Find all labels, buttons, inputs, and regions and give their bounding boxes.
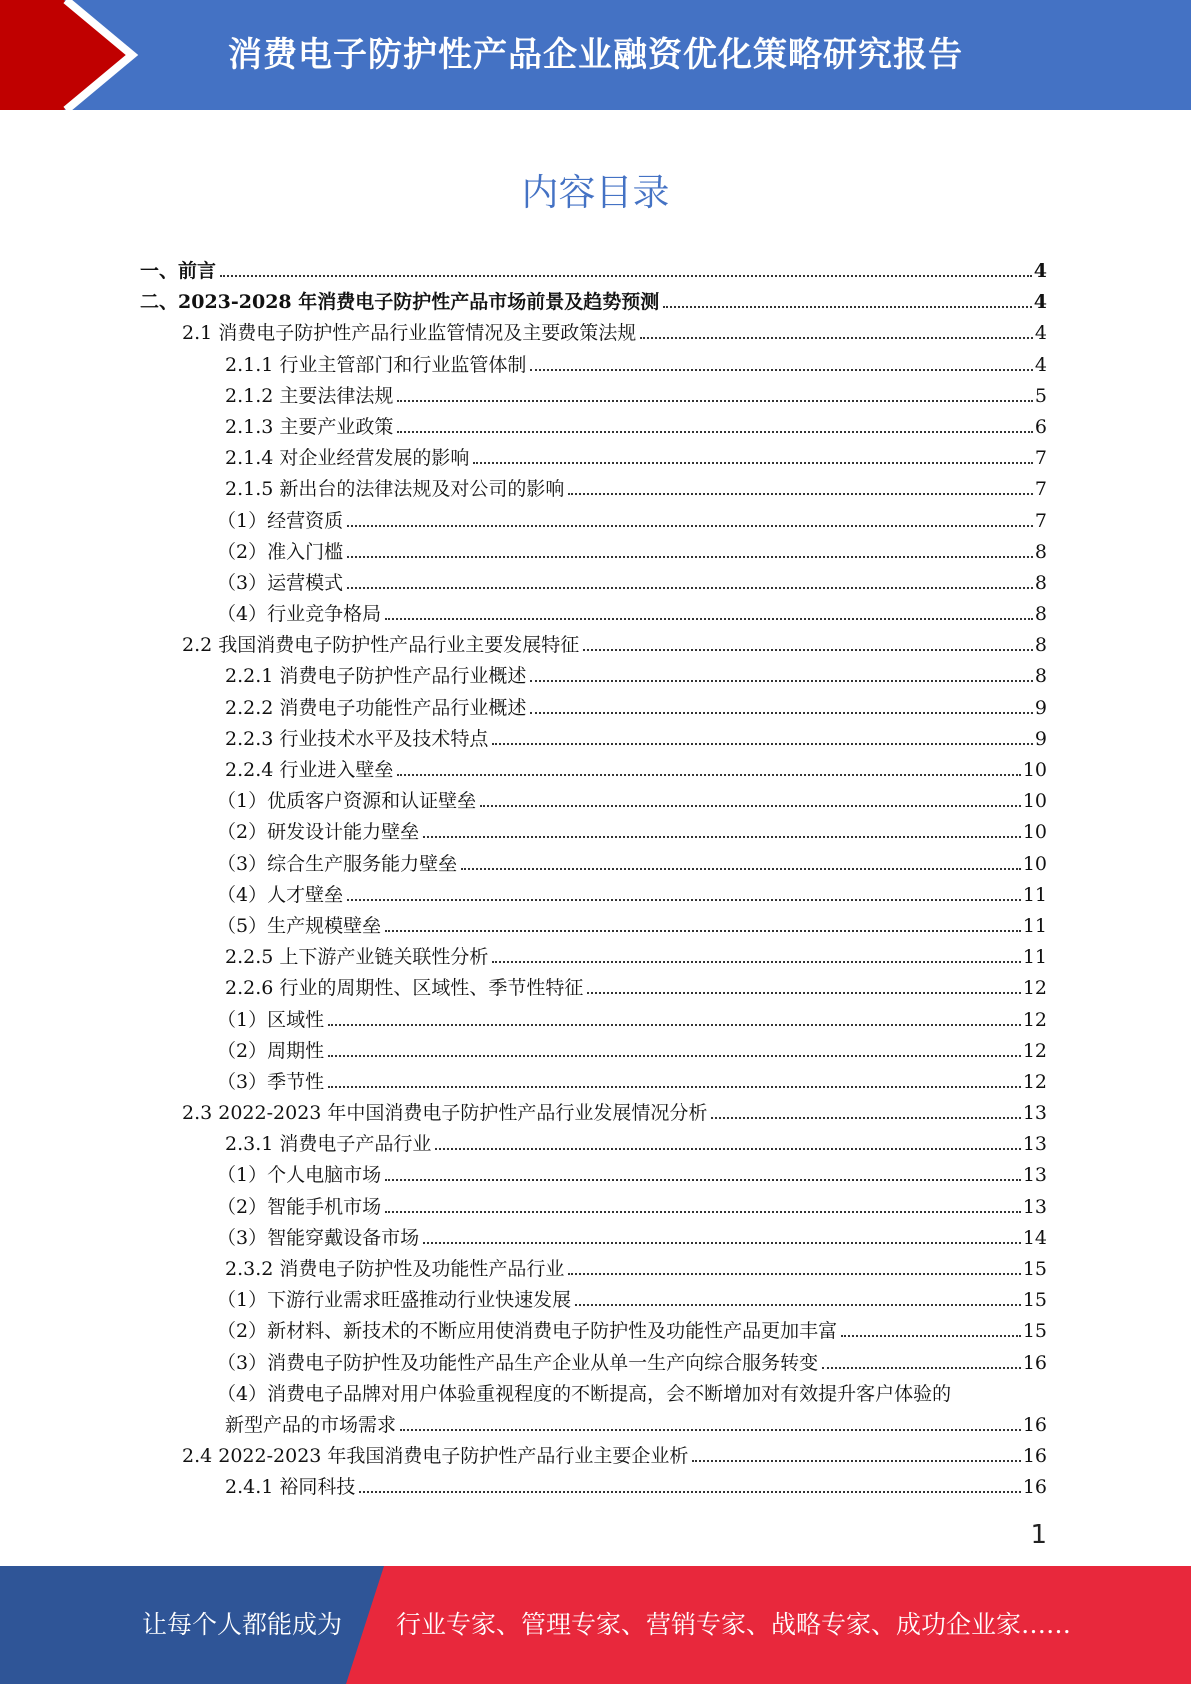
toc-page-number: 15 [1022, 1289, 1047, 1312]
toc-entry[interactable] [140, 942, 1047, 973]
toc-entry[interactable] [140, 443, 1047, 474]
toc-entry-label: （2）研发设计能力壁垒 [217, 821, 420, 844]
toc-entry-label: （1）个人电脑市场 [217, 1164, 382, 1187]
toc-leader-dots [347, 586, 1033, 589]
toc-page-number: 15 [1022, 1320, 1047, 1343]
toc-leader-dots [220, 274, 1032, 277]
toc-page-number: 13 [1022, 1195, 1047, 1218]
toc-entry-label: 2.2.1 消费电子防护性产品行业概述 [225, 665, 527, 688]
toc-entry-label: 2.1 消费电子防护性产品行业监管情况及主要政策法规 [182, 322, 637, 345]
toc-entry[interactable] [140, 973, 1047, 1004]
toc-entry-label: 2.2.3 行业技术水平及技术特点 [225, 727, 489, 750]
report-title: 消费电子防护性产品企业融资优化策略研究报告 [228, 35, 963, 75]
toc-leader-dots [359, 1490, 1020, 1493]
toc-page-number: 6 [1034, 415, 1047, 438]
toc-page-number: 9 [1034, 727, 1047, 750]
toc-page-number: 10 [1022, 852, 1047, 875]
toc-page-number: 12 [1022, 1039, 1047, 1062]
toc-leader-dots [397, 773, 1020, 776]
toc-entry[interactable] [140, 506, 1047, 537]
toc-leader-dots [397, 430, 1033, 433]
toc-leader-dots [568, 492, 1033, 495]
toc-leader-dots [663, 305, 1032, 308]
toc-entry-label: 一、前言 [140, 260, 217, 282]
toc-entry-label: （3）智能穿戴设备市场 [217, 1226, 420, 1249]
footer-slogan-right: 行业专家、管理专家、营销专家、战略专家、成功企业家…… [396, 1610, 1072, 1639]
toc-entry-label: （4）人才壁垒 [217, 883, 344, 906]
toc-entry[interactable] [140, 474, 1047, 505]
toc-leader-dots [423, 1241, 1021, 1244]
toc-leader-dots [347, 524, 1033, 527]
toc-leader-dots [568, 1272, 1020, 1275]
toc-page-number: 16 [1022, 1351, 1047, 1374]
toc-entry[interactable] [140, 630, 1047, 661]
toc-page-number: 8 [1034, 665, 1047, 688]
toc-leader-dots [385, 617, 1033, 620]
toc-entry[interactable] [140, 849, 1047, 880]
toc-entry[interactable] [140, 599, 1047, 630]
toc-entry[interactable] [140, 1036, 1047, 1067]
toc-page-number: 7 [1034, 478, 1047, 501]
toc-entry-label: 2.4 2022-2023 年我国消费电子防护性产品行业主要企业析 [182, 1445, 689, 1468]
toc-entry-label: 2.2.6 行业的周期性、区域性、季节性特征 [225, 977, 584, 1000]
toc-leader-dots [530, 711, 1033, 714]
toc-page-number: 5 [1034, 384, 1047, 407]
toc-page-number: 8 [1034, 603, 1047, 626]
toc-entry-label: （3）综合生产服务能力壁垒 [217, 852, 458, 875]
toc-entry-label: 2.1.4 对企业经营发展的影响 [225, 447, 470, 470]
toc-page-number: 11 [1022, 914, 1047, 937]
toc-entry[interactable] [140, 381, 1047, 412]
toc-page-number: 14 [1022, 1226, 1047, 1249]
toc-entry[interactable] [140, 693, 1047, 724]
toc-page-number: 4 [1033, 260, 1047, 282]
toc-leader-dots [347, 898, 1021, 901]
toc-leader-dots [480, 804, 1021, 807]
toc-entry[interactable] [140, 1129, 1047, 1160]
toc-entry[interactable] [140, 350, 1047, 381]
toc-entry-label: （2）准入门槛 [217, 540, 344, 563]
toc-leader-dots [692, 1459, 1020, 1462]
toc-entry[interactable] [140, 287, 1047, 318]
toc-entry[interactable] [140, 1223, 1047, 1254]
toc-entry[interactable] [140, 817, 1047, 848]
toc-leader-dots [328, 1085, 1021, 1088]
toc-entry-label: 2.3.2 消费电子防护性及功能性产品行业 [225, 1258, 565, 1280]
toc-entry-label: 2.1.3 主要产业政策 [225, 415, 394, 438]
toc-entry[interactable] [140, 318, 1047, 349]
toc-leader-dots [385, 1178, 1021, 1181]
toc-entry-label: （2）新材料、新技术的不断应用使消费电子防护性及功能性产品更加丰富 [217, 1320, 838, 1343]
toc-entry[interactable] [140, 256, 1047, 287]
toc-entry-label: （1）优质客户资源和认证壁垒 [217, 790, 477, 813]
toc-leader-dots [328, 1054, 1021, 1057]
toc-leader-dots [397, 399, 1033, 402]
toc-entry-label: 2.2.5 上下游产业链关联性分析 [225, 946, 489, 969]
toc-page-number: 10 [1022, 821, 1047, 844]
page-number: 1 [1030, 1520, 1047, 1550]
toc-entry-label: （4）行业竞争格局 [217, 603, 382, 626]
toc-entry-label: （5）生产规模壁垒 [217, 914, 382, 937]
toc-leader-dots [587, 991, 1020, 994]
toc-page-number: 8 [1034, 571, 1047, 594]
toc-entry[interactable] [140, 1098, 1047, 1129]
toc-page-number: 4 [1034, 353, 1047, 376]
toc-leader-dots [347, 555, 1033, 558]
toc-page-number: 16 [1022, 1476, 1047, 1499]
toc-page-number: 16 [1022, 1445, 1047, 1468]
toc-page-number: 8 [1034, 540, 1047, 563]
toc-entry-label: 2.2.2 消费电子功能性产品行业概述 [225, 696, 527, 719]
toc-leader-dots [640, 336, 1033, 339]
toc-entry[interactable] [140, 880, 1047, 911]
toc-entry-label: （3）季节性 [217, 1070, 325, 1093]
toc-entry-label: （1）经营资质 [217, 509, 344, 532]
toc-entry-label: 2.1.1 行业主管部门和行业监管体制 [225, 353, 527, 376]
toc-page-number: 4 [1033, 291, 1047, 314]
toc-entry-label: 2.1.2 主要法律法规 [225, 384, 394, 407]
toc-entry[interactable] [140, 786, 1047, 817]
table-of-contents [140, 256, 1047, 1504]
toc-page-number: 8 [1034, 634, 1047, 657]
toc-page-number: 13 [1022, 1102, 1047, 1125]
toc-leader-dots [385, 929, 1021, 932]
toc-entry[interactable] [140, 1285, 1047, 1316]
toc-leader-dots [473, 461, 1033, 464]
toc-entry[interactable] [140, 1192, 1047, 1223]
toc-entry[interactable] [140, 1005, 1047, 1036]
report-header [0, 0, 1191, 110]
toc-entry-label: 2.3 2022-2023 年中国消费电子防护性产品行业发展情况分析 [182, 1102, 708, 1125]
toc-leader-dots [385, 1210, 1021, 1213]
toc-leader-dots [711, 1116, 1020, 1119]
toc-leader-dots [423, 835, 1021, 838]
toc-entry-label-continuation: 新型产品的市场需求 [225, 1413, 397, 1436]
toc-entry[interactable] [140, 1160, 1047, 1191]
toc-leader-dots [583, 648, 1033, 651]
toc-entry-label: 2.2 我国消费电子防护性产品行业主要发展特征 [182, 634, 580, 657]
toc-page-number: 9 [1034, 696, 1047, 719]
toc-entry[interactable] [140, 568, 1047, 599]
toc-leader-dots [841, 1334, 1021, 1337]
toc-entry[interactable] [140, 412, 1047, 443]
toc-entry[interactable] [140, 1348, 1047, 1379]
toc-entry[interactable] [140, 1472, 1047, 1503]
toc-page-number: 13 [1022, 1164, 1047, 1187]
toc-page-number: 4 [1034, 322, 1047, 345]
toc-entry-label: （1）区域性 [217, 1008, 325, 1031]
toc-page-number: 10 [1022, 759, 1047, 781]
toc-leader-dots [328, 1023, 1021, 1026]
toc-page-number: 13 [1022, 1133, 1047, 1156]
toc-leader-dots [492, 742, 1033, 745]
toc-entry[interactable] [140, 1379, 1047, 1441]
toc-leader-dots [461, 867, 1021, 870]
toc-page-number: 12 [1022, 1070, 1047, 1093]
toc-entry-label: 2.2.4 行业进入壁垒 [225, 759, 394, 781]
toc-page-number: 10 [1022, 790, 1047, 813]
toc-heading: 内容目录 [521, 171, 670, 214]
toc-entry-label: （2）智能手机市场 [217, 1195, 382, 1218]
toc-entry-label: （2）周期性 [217, 1039, 325, 1062]
toc-leader-dots [575, 1303, 1021, 1306]
toc-leader-dots [822, 1366, 1021, 1369]
toc-page-number: 12 [1022, 977, 1047, 1000]
toc-entry-label: （1）下游行业需求旺盛推动行业快速发展 [217, 1289, 572, 1312]
toc-page-number: 7 [1034, 509, 1047, 532]
toc-entry[interactable] [140, 1441, 1047, 1472]
toc-leader-dots [435, 1147, 1020, 1150]
toc-entry-label: （4）消费电子品牌对用户体验重视程度的不断提高，会不断增加对有效提升客户体验的 [217, 1382, 952, 1405]
toc-page-number: 15 [1022, 1258, 1047, 1280]
toc-entry-label: （3）运营模式 [217, 571, 344, 594]
toc-page-number: 11 [1022, 946, 1047, 969]
toc-entry-label: （3）消费电子防护性及功能性产品生产企业从单一生产向综合服务转变 [217, 1351, 819, 1374]
toc-page-number: 11 [1022, 883, 1047, 906]
toc-page-number: 12 [1022, 1008, 1047, 1031]
toc-entry[interactable] [140, 661, 1047, 692]
toc-entry[interactable] [140, 911, 1047, 942]
toc-entry[interactable] [140, 724, 1047, 755]
toc-entry-label: 2.3.1 消费电子产品行业 [225, 1133, 432, 1156]
page-footer [0, 1566, 1191, 1684]
toc-page-number: 16 [1022, 1413, 1047, 1436]
footer-slogan-left: 让每个人都能成为 [142, 1610, 343, 1639]
toc-entry[interactable] [140, 1316, 1047, 1347]
toc-entry[interactable] [140, 537, 1047, 568]
toc-entry[interactable] [140, 1254, 1047, 1285]
toc-entry[interactable] [140, 755, 1047, 786]
toc-entry-label: 二、2023-2028 年消费电子防护性产品市场前景及趋势预测 [140, 291, 660, 314]
toc-leader-dots [492, 960, 1020, 963]
toc-entry-label: 2.4.1 裕同科技 [225, 1476, 356, 1499]
toc-entry-label: 2.1.5 新出台的法律法规及对公司的影响 [225, 478, 565, 501]
toc-leader-dots [530, 368, 1033, 371]
toc-entry[interactable] [140, 1067, 1047, 1098]
toc-leader-dots [400, 1428, 1021, 1431]
toc-page-number: 7 [1034, 447, 1047, 470]
toc-leader-dots [530, 679, 1033, 682]
